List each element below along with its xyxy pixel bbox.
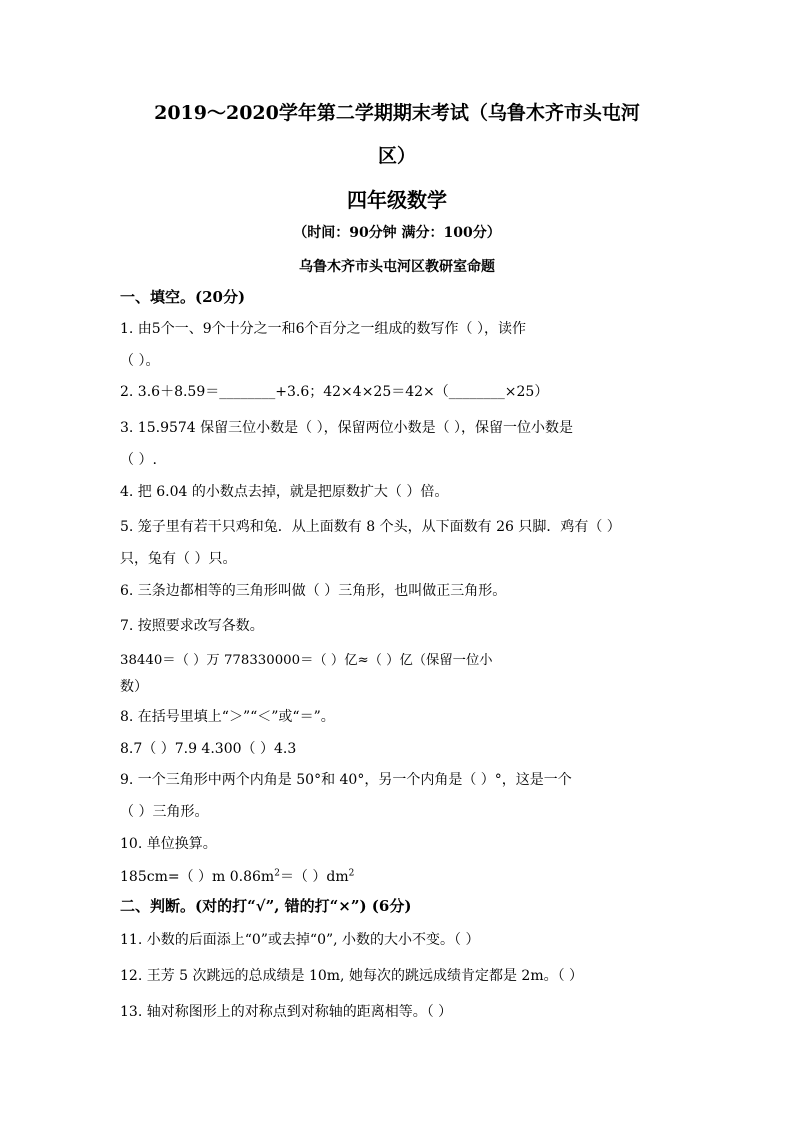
unit-conversion-part2: ＝（ ）dm bbox=[279, 869, 349, 885]
unit-conversion-part1: 185cm=（ ）m 0.86m bbox=[120, 869, 275, 885]
unit-conversion-line bbox=[120, 866, 354, 886]
question-line: 6. 三条边都相等的三角形叫做（ ）三角形，也叫做正三角形。 bbox=[120, 583, 507, 599]
section2-heading: 二、判断。(对的打“√”, 错的打“×”) (6分) bbox=[120, 897, 412, 915]
question-line: （ ）. bbox=[120, 452, 157, 468]
question-line: 7. 按照要求改写各数。 bbox=[120, 618, 264, 634]
question-line: （ ）三角形。 bbox=[120, 804, 209, 820]
question-line: 8. 在括号里填上“＞”“＜”或“＝”。 bbox=[120, 709, 335, 725]
question-line: 2. 3.6＋8.59＝________+3.6；42×4×25＝42×（________×25） bbox=[120, 384, 549, 400]
author-line: 乌鲁木齐市头屯河区教研室命题 bbox=[299, 259, 495, 275]
question-line: 12. 王芳 5 次跳远的总成绩是 10m, 她每次的跳远成绩肯定都是 2m。（ ） bbox=[120, 968, 584, 984]
superscript-2: 2 bbox=[348, 868, 355, 879]
question-line: 5. 笼子里有若干只鸡和兔．从上面数有 8 个头，从下面数有 26 只脚．鸡有（ ） bbox=[120, 519, 621, 535]
time-score-info: （时间：90分钟 满分：100分） bbox=[293, 225, 501, 241]
question-line: 只，兔有（ ）只。 bbox=[120, 551, 237, 567]
question-line: 10. 单位换算。 bbox=[120, 836, 217, 852]
question-line: 1. 由5个一、9个十分之一和6个百分之一组成的数写作（ ），读作 bbox=[120, 321, 526, 337]
question-line: 9. 一个三角形中两个内角是 50°和 40°，另一个内角是（ ）°，这是一个 bbox=[120, 772, 572, 788]
question-line: 3. 15.9574 保留三位小数是（ ），保留两位小数是（ ），保留一位小数是 bbox=[120, 420, 574, 436]
question-line: 38440＝（ ）万 778330000＝（ ）亿≈（ ）亿（保留一位小 bbox=[120, 653, 493, 668]
subject-title: 四年级数学 bbox=[347, 188, 447, 212]
question-line: 8.7（ ）7.9 4.300（ ）4.3 bbox=[120, 741, 297, 757]
exam-title-line2: 区） bbox=[377, 145, 416, 167]
question-line: （ ）。 bbox=[120, 353, 160, 369]
question-line: 4. 把 6.04 的小数点去掉，就是把原数扩大（ ）倍。 bbox=[120, 484, 449, 500]
exam-title-line1: 2019～2020学年第二学期期末考试（乌鲁木齐市头屯河 bbox=[154, 102, 640, 124]
superscript-2: 2 bbox=[274, 868, 280, 879]
question-line: 数） bbox=[120, 679, 148, 695]
section1-heading: 一、填空。(20分) bbox=[120, 288, 246, 306]
question-line: 11. 小数的后面添上“0”或去掉“0”, 小数的大小不变。（ ） bbox=[120, 932, 480, 948]
question-line: 13. 轴对称图形上的对称点到对称轴的距离相等。（ ） bbox=[120, 1004, 453, 1020]
